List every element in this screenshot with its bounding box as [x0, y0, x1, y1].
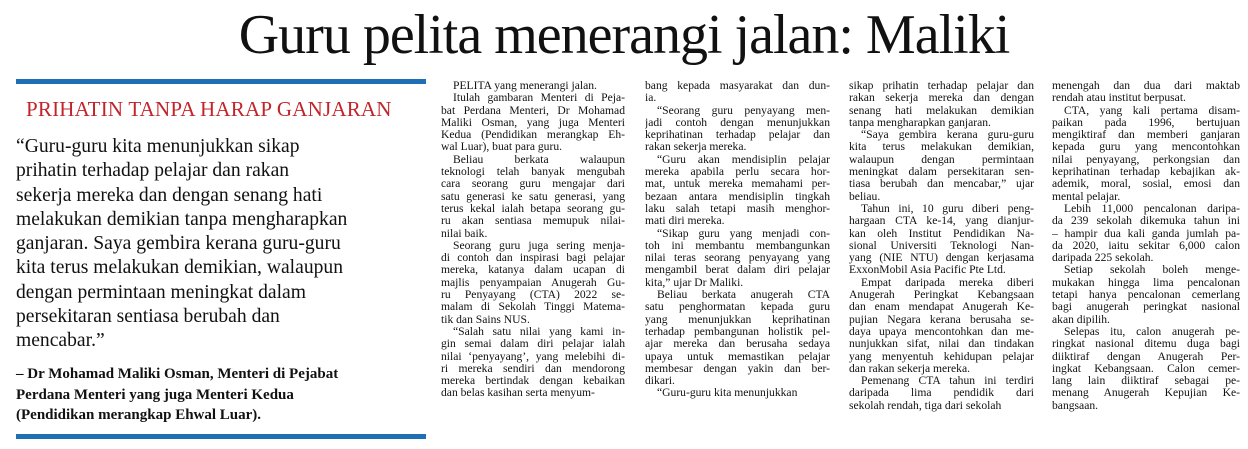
article-line: gin semai dalam diri pelajar ialah: [441, 338, 625, 351]
quote-line: ganjaran. Saya gembira kerana guru-guru: [16, 233, 341, 255]
quote-line: “Guru-guru kita menunjukkan sikap: [16, 136, 300, 157]
article-column-3: [849, 80, 1034, 442]
article-line: “Guru-guru kita menunjukkan: [657, 387, 798, 400]
article-line: wal Luar), buat para guru.: [441, 141, 563, 154]
article-line: jadi contoh dengan menunjukkan: [645, 116, 830, 129]
article-line: “Saya gembira kerana guru-guru: [861, 129, 1034, 142]
article-line: yang menyentuh kehidupan pelajar: [849, 350, 1034, 363]
article-line: dikari.: [645, 375, 675, 388]
article-line: dan enam mendapat Anugerah Ke-: [849, 301, 1034, 314]
article-line: ajar mereka dan berusaha sedaya: [645, 338, 830, 351]
article-line: di contoh dan inspirasi bagi pelajar: [441, 252, 625, 265]
article-line: mengambil berat dalam diri pelajar: [645, 264, 830, 277]
article-line: bat Perdana Menteri, Dr Mohamad: [441, 104, 625, 117]
article-line: nilai penyayang, perkongsian dan: [1052, 153, 1240, 166]
article-line: lang lain diiktiraf sebagai pe-: [1052, 375, 1240, 388]
article-line: “Salah satu nilai yang kami in-: [453, 325, 625, 338]
article-line: mati diri mereka.: [645, 215, 725, 228]
quote-line: sekerja mereka dan dengan senang hati: [16, 184, 323, 206]
article-line: hargaan CTA ke-14, yang dianjur-: [849, 215, 1034, 228]
attribution-line: Perdana Menteri yang juga Menteri Kedua: [16, 386, 294, 403]
article-line: daya upaya mencontohkan dan me-: [849, 325, 1034, 338]
article-line: keprihatinan terhadap kebajikan ak-: [1052, 166, 1240, 179]
quote-line: prihatin terhadap pelajar dan rakan: [16, 160, 290, 182]
article-line: ia.: [645, 92, 657, 105]
article-line: tiasa berubah dan mencabar,” ujar: [849, 178, 1034, 191]
article-line: terus kekal ialah betapa seorang gu-: [441, 202, 625, 215]
article-line: “Seorang guru penyayang men-: [657, 104, 830, 117]
article-line: Kedua (Pendidikan merangkap Eh-: [441, 129, 625, 142]
article-line: diiktiraf dengan Anugerah Per-: [1052, 350, 1240, 363]
article-line: rakan sekerja mereka dan dengan: [849, 92, 1034, 105]
article-line: satu generasi ke satu generasi, yang: [441, 190, 625, 203]
article-line: senang hati melakukan demikian: [849, 104, 1034, 117]
article-line: rakan sekerja mereka.: [645, 141, 747, 154]
article-line: paikan pada 1996, bertujuan: [1052, 116, 1240, 129]
article-line: nilai teras seorang penyayang yang: [645, 252, 830, 265]
pull-quote-box: [16, 79, 426, 440]
article-line: kita terus melakukan demikian,: [849, 141, 1034, 154]
article-line: sional Universiti Teknologi Nan-: [849, 239, 1034, 252]
article-line: – hampir dua kali ganda jumlah pa-: [1052, 227, 1240, 240]
quote-line: persekitaran sentiasa berubah dan: [16, 306, 280, 328]
article-line: ringkat nasional ditemu duga bagi: [1052, 338, 1240, 351]
article-line: PELITA yang menerangi jalan.: [453, 80, 597, 92]
top-divider: [16, 79, 426, 84]
article-line: walaupun dengan permintaan: [849, 153, 1034, 166]
headline: Guru pelita menerangi jalan: Maliki: [238, 4, 1010, 66]
article-line: bezaan antara mendisiplin tingkah: [645, 190, 830, 203]
article-line: tetapi hanya pencalonan cemerlang: [1052, 289, 1240, 302]
attribution-line: – Dr Mohamad Maliki Osman, Menteri di Pejabat: [16, 366, 339, 382]
article-line: yang (NIE NTU) dengan kerjasama: [849, 252, 1034, 265]
article-line: nilai ‘penyayang’, yang melebihi di-: [441, 350, 625, 363]
article-line: meningkat dalam persekitaran sen-: [849, 166, 1034, 179]
kicker: PRIHATIN TANPA HARAP GANJARAN: [26, 97, 392, 121]
article-line: Empat daripada mereka diberi: [861, 276, 1034, 289]
article-column-2: [645, 80, 830, 442]
article-line: Beliau berkata anugerah CTA: [657, 289, 830, 302]
article-line: daripada lima pendidik dari: [849, 387, 1034, 400]
article-line: sekolah rendah, tiga dari sekolah: [849, 399, 1002, 412]
article-line: ri mereka sendiri dan mendorong: [441, 362, 625, 375]
article-line: kepada guru yang mencontohkan: [1052, 141, 1240, 154]
attribution-line: (Pendidikan merangkap Ehwal Luar).: [16, 407, 262, 423]
quote-line: dengan permintaan meningkat dalam: [16, 281, 306, 303]
article-line: nunjukkan sifat, nilai dan tindakan: [849, 338, 1034, 351]
article-line: daripada 225 sekolah.: [1052, 252, 1154, 265]
article-line: mental pelajar.: [1052, 190, 1121, 203]
article-line: membesar dengan yakin dan ber-: [645, 362, 830, 375]
article-line: cara seorang guru mengajar dari: [441, 178, 625, 191]
article-line: Lebih 11,000 pencalonan daripa-: [1064, 202, 1240, 215]
article-line: mereka bertindak dengan kebaikan: [441, 375, 625, 388]
bottom-divider: [16, 434, 426, 439]
article-line: Beliau berkata walaupun: [453, 153, 625, 166]
article-line: satu penghormatan kepada guru: [645, 301, 830, 314]
article-line: bangsaan.: [1052, 399, 1099, 412]
article-line: toh ini membantu membangunkan: [645, 239, 830, 252]
article-line: mereka apabila perlu secara hor-: [645, 166, 830, 179]
quote-line: mencabar.”: [16, 330, 105, 352]
article-line: Anugerah Peringkat Kebangsaan: [849, 289, 1034, 302]
article-line: Maliki Osman, yang juga Menteri: [441, 116, 625, 129]
article-line: ru Penyayang (CTA) 2022 se-: [441, 289, 625, 302]
article-line: ExxonMobil Asia Pacific Pte Ltd.: [849, 264, 1006, 277]
article-line: mengiktiraf dan memberi ganjaran: [1052, 129, 1240, 142]
article-line: dan belas kasihan serta menyum-: [441, 387, 595, 400]
article-line: beliau.: [849, 190, 881, 203]
article-line: kita,” ujar Dr Maliki.: [645, 276, 744, 289]
article-line: laku salah tetapi masih menghor-: [645, 202, 830, 215]
article-line: bang kepada masyarakat dan dun-: [645, 80, 830, 92]
quote-line: melakukan demikian tanpa mengharapkan: [16, 208, 348, 230]
article-line: sikap prihatin terhadap pelajar dan: [849, 80, 1034, 92]
article-line: rendah atau institut berpusat.: [1052, 92, 1186, 105]
article-column-4: [1052, 80, 1240, 442]
article-line: tanpa mengharapkan ganjaran.: [849, 116, 991, 129]
article-line: akan dipilih.: [1052, 313, 1110, 326]
article-line: menang Anugerah Kepujian Ke-: [1052, 387, 1240, 400]
article-line: pujian Negara kerana berusaha se-: [849, 313, 1034, 326]
article-line: mat, untuk mereka memahami per-: [645, 178, 830, 191]
article-line: ademik, moral, sosial, emosi dan: [1052, 178, 1240, 191]
article-line: “Sikap guru yang menjadi con-: [657, 227, 830, 240]
article-line: mereka, katanya dalam ucapan di: [441, 264, 625, 277]
article-line: Setiap sekolah boleh menge-: [1064, 264, 1240, 277]
article-line: ingkat Kebangsaan. Calon cemer-: [1052, 362, 1240, 375]
quote-line: kita terus melakukan demikian, walaupun: [16, 257, 344, 279]
article-line: majlis penyampaian Anugerah Gu-: [441, 276, 625, 289]
article-line: nilai baik.: [441, 227, 488, 240]
article-line: mukakan hingga lima pencalonan: [1052, 276, 1240, 289]
article-line: “Guru akan mendisiplin pelajar: [657, 153, 830, 166]
article-line: CTA, yang kali pertama disam-: [1064, 104, 1240, 117]
quote-attribution: [16, 364, 426, 426]
article-line: keprihatinan terhadap pelajar dan: [645, 129, 830, 142]
article-line: Selepas itu, calon anugerah pe-: [1064, 325, 1240, 338]
article-line: Itulah gambaran Menteri di Peja-: [453, 92, 625, 105]
article-line: Pemenang CTA tahun ini terdiri: [861, 375, 1034, 388]
article-line: bagi anugerah peringkat nasional: [1052, 301, 1240, 314]
pull-quote: [16, 135, 426, 354]
article-line: yang menunjukkan keprihatinan: [645, 313, 830, 326]
article-line: ru akan sentiasa memupuk nilai-: [441, 215, 625, 228]
article-line: Seorang guru juga sering menja-: [453, 239, 625, 252]
article-line: teknologi telah banyak mengubah: [441, 166, 625, 179]
article-line: tik dan Sains NUS.: [441, 313, 530, 326]
article-column-1: [441, 80, 625, 442]
article-line: terhadap pembangunan holistik pel-: [645, 325, 830, 338]
article-line: da 239 sekolah dikemuka tahun ini: [1052, 215, 1240, 228]
article-line: dan rakan sekerja mereka.: [849, 362, 971, 375]
article-line: Tahun ini, 10 guru diberi peng-: [861, 202, 1034, 215]
article-line: malam di Sekolah Tinggi Matema-: [441, 301, 625, 314]
article-line: kan oleh Institut Pendidikan Na-: [849, 227, 1034, 240]
article-line: upaya untuk memastikan pelajar: [645, 350, 830, 363]
article-line: da 2020, iaitu sekitar 6,000 calon: [1052, 239, 1240, 252]
article-line: menengah dan dua dari maktab: [1052, 80, 1240, 92]
